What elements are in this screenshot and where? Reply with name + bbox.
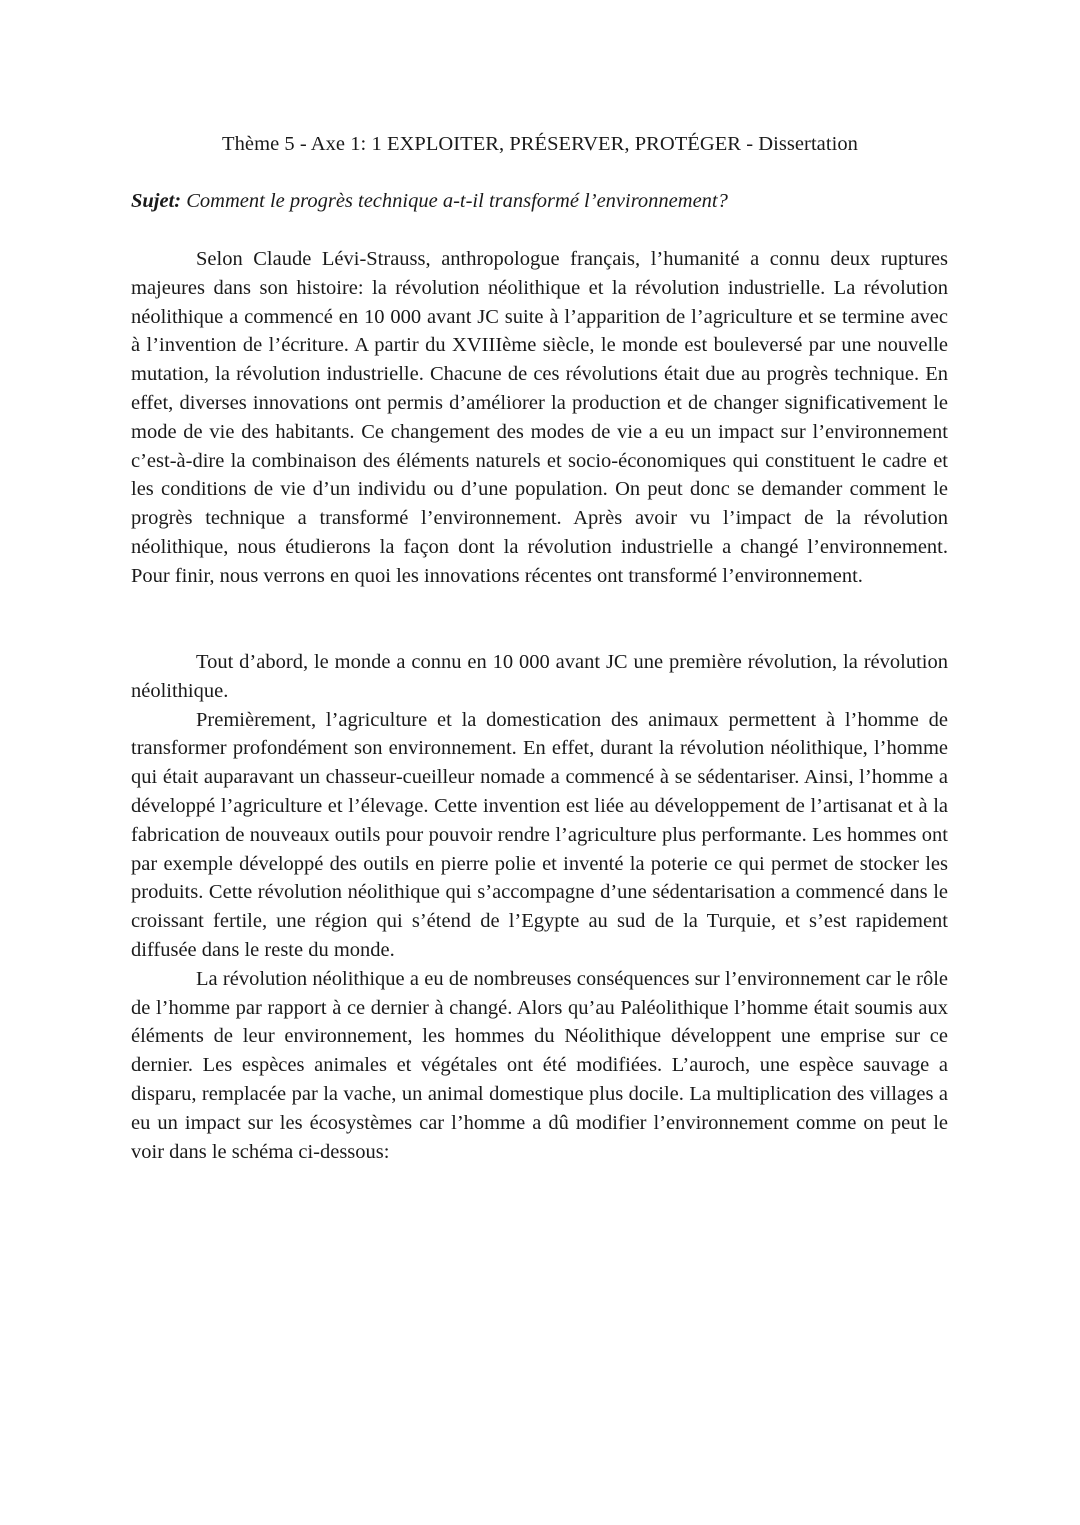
part1-intro-paragraph: Tout d’abord, le monde a connu en 10 000 avant JC une première révolution, la révolution néolithique. (131, 651, 948, 702)
introduction-paragraph: Selon Claude Lévi-Strauss, anthropologue français, l’humanité a connu deux ruptures majeures dans son histoire: la révolution néolithique et la révolution industrielle. La révolution néolithique a commencé en 10 000 avant JC suite à l’apparition de l’agriculture et se termine avec à l’invention de l’écriture. A partir du XVIIIème siècle, le monde est bouleversé par une nouvelle mutation, la révolution industrielle. Chacune de ces révolutions était due au progrès technique. En effet, diverses innovations ont permis d’améliorer la production et de changer significativement le mode de vie des habitants. Ce changement des modes de vie a eu un impact sur l’environnement c’est-à-dire la combinaison des éléments naturels et socio-économiques qui constituent le cadre et les conditions de vie d’un individu ou d’une population. On peut donc se demander comment le progrès technique a transformé l’environnement. Après avoir vu l’impact de la révolution néolithique, nous étudierons la façon dont la révolution industrielle a changé l’environnement. Pour finir, nous verrons en quoi les innovations récentes ont transformé l’environnement. (131, 248, 948, 587)
introduction-section (131, 245, 948, 591)
document-title: Thème 5 - Axe 1: 1 EXPLOITER, PRÉSERVER, PROTÉGER - Dissertation (222, 133, 858, 155)
part1-paragraph-2: La révolution néolithique a eu de nombreuses conséquences sur l’environnement car le rôle de l’homme par rapport à ce dernier à changé. Alors qu’au Paléolithique l’homme était soumis aux éléments de leur environnement, les hommes du Néolithique développent une emprise sur ce dernier. Les espèces animales et végétales ont été modifiées. L’auroch, une espèce sauvage a disparu, remplacée par la vache, un animal domestique plus docile. La multiplication des villages a eu un impact sur les écosystèmes car l’homme a dû modifier l’environnement comme on peut le voir dans le schéma ci-dessous: (131, 967, 948, 1163)
subject-line (131, 187, 948, 215)
part1-section (131, 648, 948, 1166)
part1-paragraph-1: Premièrement, l’agriculture et la domestication des animaux permettent à l’homme de transformer profondément son environnement. En effet, durant la révolution néolithique, l’homme qui était auparavant un chasseur-cueilleur nomade a commencé à se sédentariser. Ainsi, l’homme a développé l’agriculture et l’élevage. Cette invention est liée au développement de l’artisanat et à la fabrication de nouveaux outils pour pouvoir rendre l’agriculture plus performante. Les hommes ont par exemple développé des outils en pierre polie et inventé la poterie ce qui permet de stocker les produits. Cette révolution néolithique qui s’accompagne d’une sédentarisation a commencé dans le croissant fertile, une région qui s’étend de l’Egypte au sud de la Turquie, et s’est rapidement diffusée dans le reste du monde. (131, 708, 948, 961)
subject-label: Sujet: (131, 190, 182, 212)
subject-text: Comment le progrès technique a-t-il transformé l’environnement? (186, 190, 728, 212)
